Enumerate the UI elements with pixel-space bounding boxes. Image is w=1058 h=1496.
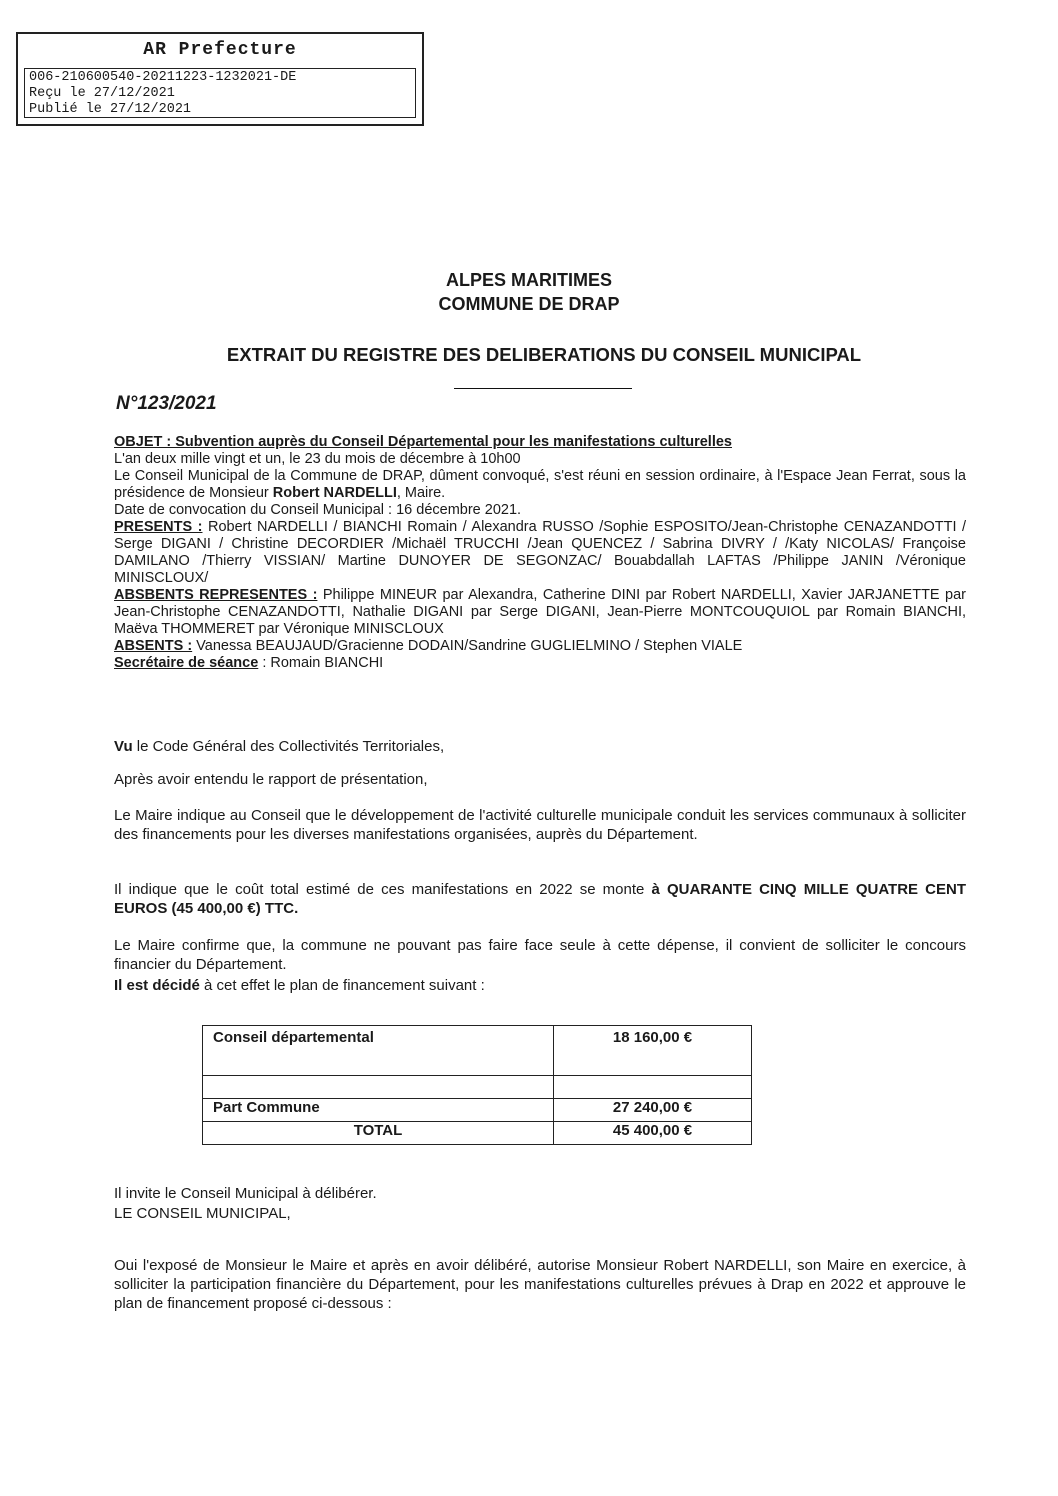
table-row bbox=[203, 1099, 752, 1122]
presents-list: PRESENTS : Robert NARDELLI / BIANCHI Romain / Alexandra RUSSO /Sophie ESPOSITO/Jean-Christophe CENAZANDOTTI / Serge DIGANI / Christine DECORDIER /Michaël TRUCCHI /Jean QUENCEZ / Sabrina DIVRY / /Katy NICOLAS/ Françoise DAMILANO /Thierry VISSIAN/ Martine DUNOYER DE SEGONZAC/ Bouabdallah LAFTAS /Philippe JANIN /Véronique MINISCLOUX/ bbox=[114, 519, 966, 586]
president-name: Robert NARDELLI bbox=[272, 485, 397, 501]
title-divider bbox=[454, 388, 632, 389]
financing-amount: 18 160,00 € bbox=[554, 1026, 752, 1076]
stamp-title: AR Prefecture bbox=[143, 40, 297, 60]
prefecture-stamp bbox=[16, 32, 424, 126]
financing-label: Conseil départemental bbox=[203, 1026, 554, 1076]
session-block bbox=[114, 434, 966, 672]
stamp-received-date: Reçu le 27/12/2021 bbox=[29, 86, 175, 101]
convocation-date: Date de convocation du Conseil Municipal : 16 décembre 2021. bbox=[114, 502, 522, 518]
vu-paragraph: Vu le Code Général des Collectivités Territoriales, bbox=[114, 738, 445, 755]
deliberation-number: N°123/2021 bbox=[116, 393, 217, 414]
secretary-line: Secrétaire de séance : Romain BIANCHI bbox=[114, 655, 384, 671]
subject-line: OBJET : Subvention auprès du Conseil Départemental pour les manifestations culturelles bbox=[114, 434, 732, 450]
represented-list: ABSBENTS REPRESENTES : Philippe MINEUR par Alexandra, Catherine DINI par Robert NARDELLI, Xavier JARJANETTE par Jean-Christophe CENAZANDOTTI, Nathalie DIGANI par Serge DIGANI, Jean-Pierre MONTCOUQUIOL par Romain BIANCHI, Maëva THOMMERET par Véronique MINISCLOUX bbox=[114, 587, 966, 637]
stamp-details bbox=[24, 68, 416, 118]
financing-amount: 27 240,00 € bbox=[554, 1099, 752, 1122]
apres-paragraph: Après avoir entendu le rapport de présentation, bbox=[114, 771, 428, 788]
invite-paragraph: Il invite le Conseil Municipal à délibérer. bbox=[114, 1185, 377, 1202]
maire-indique-paragraph: Le Maire indique au Conseil que le développement de l'activité culturelle municipale conduit les services communaux à solliciter des financements pour les diverses manifestations organisées, auprès du Département. bbox=[114, 807, 966, 843]
financing-label: Part Commune bbox=[203, 1099, 554, 1122]
financing-total-label: TOTAL bbox=[203, 1122, 554, 1145]
financing-table bbox=[202, 1025, 752, 1145]
confirme-paragraph: Le Maire confirme que, la commune ne pouvant pas faire face seule à cette dépense, il convient de solliciter le concours financier du Département. bbox=[114, 937, 966, 973]
session-description: Le Conseil Municipal de la Commune de DRAP, dûment convoqué, s'est réuni en session ordinaire, à l'Espace Jean Ferrat, sous la présidence de Monsieur Robert NARDELLI, Maire. bbox=[114, 468, 966, 501]
table-row bbox=[203, 1026, 752, 1076]
financing-label bbox=[203, 1076, 554, 1099]
cout-paragraph: Il indique que le coût total estimé de ces manifestations en 2022 se monte à QUARANTE CINQ MILLE QUATRE CENT EUROS (45 400,00 €) TTC. bbox=[114, 881, 966, 917]
financing-total-amount: 45 400,00 € bbox=[554, 1122, 752, 1145]
decide-paragraph: Il est décidé à cet effet le plan de financement suivant : bbox=[114, 977, 485, 994]
absents-list: ABSENTS : Vanessa BEAUJAUD/Gracienne DODAIN/Sandrine GUGLIELMINO / Stephen VIALE bbox=[114, 638, 743, 654]
table-row bbox=[203, 1076, 752, 1099]
stamp-act-id: 006-210600540-20211223-1232021-DE bbox=[29, 70, 297, 85]
register-title: EXTRAIT DU REGISTRE DES DELIBERATIONS DU CONSEIL MUNICIPAL bbox=[226, 344, 862, 365]
department-heading: ALPES MARITIMES bbox=[445, 270, 612, 290]
conseil-heading: LE CONSEIL MUNICIPAL, bbox=[114, 1205, 291, 1222]
table-row bbox=[203, 1122, 752, 1145]
decision-paragraph: Oui l'exposé de Monsieur le Maire et après en avoir délibéré, autorise Monsieur Robert NARDELLI, son Maire en exercice, à solliciter la participation financière du Département, pour les manifestations culturelles prévues à Drap en 2022 et approuve le plan de financement proposé ci-dessous : bbox=[114, 1257, 966, 1312]
stamp-published-date: Publié le 27/12/2021 bbox=[29, 102, 192, 117]
commune-heading: COMMUNE DE DRAP bbox=[438, 294, 620, 314]
session-date: L'an deux mille vingt et un, le 23 du mois de décembre à 10h00 bbox=[114, 451, 521, 467]
financing-amount bbox=[554, 1076, 752, 1099]
